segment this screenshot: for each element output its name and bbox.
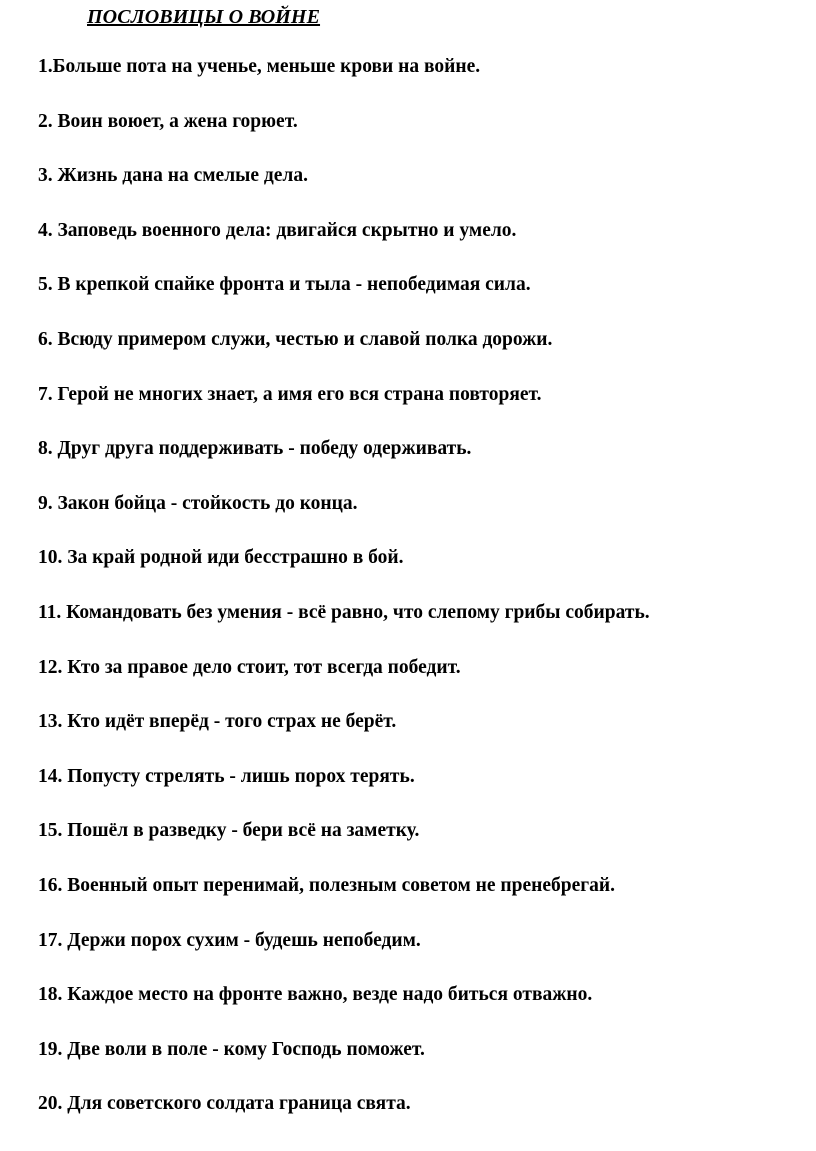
proverb-item: 3. Жизнь дана на смелые дела. [38,165,308,187]
proverb-item: 18. Каждое место на фронте важно, везде надо биться отважно. [38,984,593,1006]
proverb-item: 13. Кто идёт вперёд - того страх не берёт. [38,711,397,733]
proverb-item: 7. Герой не многих знает, а имя его вся страна повторяет. [38,383,542,405]
proverb-item: 11. Командовать без умения - всё равно, что слепому грибы собирать. [38,601,650,623]
proverb-list [38,55,650,1147]
proverb-item: 5. В крепкой спайке фронта и тыла - непобедимая сила. [38,274,531,296]
proverb-item: 8. Друг друга поддерживать - победу одерживать. [38,438,472,460]
proverb-item: 14. Попусту стрелять - лишь порох терять. [38,765,415,787]
proverb-item: 17. Держи порох сухим - будешь непобедим. [38,929,421,951]
proverb-item: 10. За край родной иди бесстрашно в бой. [38,547,404,569]
proverb-item: 1.Больше пота на ученье, меньше крови на войне. [38,56,481,77]
proverb-item: 20. Для советского солдата граница свята. [38,1093,411,1115]
proverb-item: 12. Кто за правое дело стоит, тот всегда победит. [38,656,461,678]
proverb-item: 15. Пошёл в разведку - бери всё на заметку. [38,820,420,842]
proverb-item: 16. Военный опыт перенимай, полезным советом не пренебрегай. [38,874,615,896]
proverb-item: 4. Заповедь военного дела: двигайся скрытно и умело. [38,219,517,241]
proverb-item: 6. Всюду примером служи, честью и славой полка дорожи. [38,328,553,350]
proverb-item: 19. Две воли в поле - кому Господь поможет. [38,1038,425,1060]
document-title: ПОСЛОВИЦЫ О ВОЙНЕ [87,6,321,28]
proverb-item: 2. Воин воюет, а жена горюет. [38,110,298,132]
proverb-item: 9. Закон бойца - стойкость до конца. [38,492,358,514]
